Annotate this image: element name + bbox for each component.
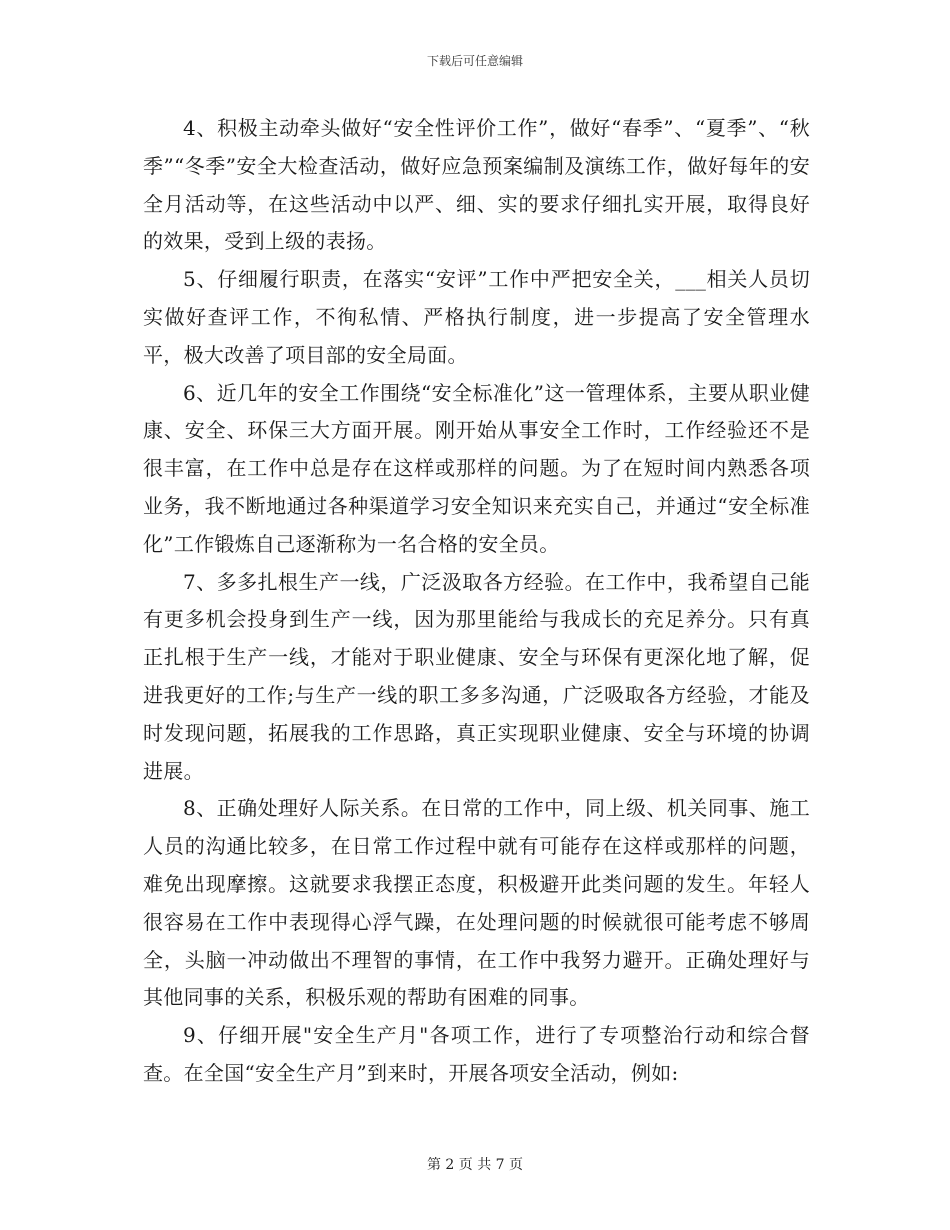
document-body: [143, 110, 810, 1093]
paragraph-4: 4、积极主动牵头做好“安全性评价工作”，做好“春季”、“夏季”、“秋季”“冬季”安全大检查活动，做好应急预案编制及演练工作，做好每年的安全月活动等，在这些活动中以严、细、实的要求仔细扎实开展，取得良好的效果，受到上级的表扬。: [143, 116, 810, 254]
paragraph-9: 9、仔细开展"安全生产月"各项工作，进行了专项整治行动和综合督查。在全国“安全生产月”到来时，开展各项安全活动，例如:: [143, 1023, 810, 1085]
page-header: 下载后可任意编辑: [426, 54, 523, 68]
paragraph-7: 7、多多扎根生产一线，广泛汲取各方经验。在工作中，我希望自己能有更多机会投身到生产一线，因为那里能给与我成长的充足养分。只有真正扎根于生产一线，才能对于职业健康、安全与环保有更深化地了解，促进我更好的工作;与生产一线的职工多多沟通，广泛吸取各方经验，才能及时发现问题，拓展我的工作思路，真正实现职业健康、安全与环境的协调进展。: [143, 569, 810, 783]
page-number-footer: 第 2 页 共 7 页: [426, 1157, 524, 1173]
paragraph-8: 8、正确处理好人际关系。在日常的工作中，同上级、机关同事、施工人员的沟通比较多，在日常工作过程中就有可能存在这样或那样的问题，难免出现摩擦。这就要求我摆正态度，积极避开此类问题的发生。年轻人很容易在工作中表现得心浮气躁，在处理问题的时候就很可能考虑不够周全，头脑一冲动做出不理智的事情，在工作中我努力避开。正确处理好与其他同事的关系，积极乐观的帮助有困难的同事。: [143, 796, 810, 1010]
paragraph-6: 6、近几年的安全工作围绕“安全标准化”这一管理体系，主要从职业健康、安全、环保三大方面开展。刚开始从事安全工作时，工作经验还不是很丰富，在工作中总是存在这样或那样的问题。为了在短时间内熟悉各项业务，我不断地通过各种渠道学习安全知识来充实自己，并通过“安全标准化”工作锻炼自己逐渐称为一名合格的安全员。: [143, 380, 810, 556]
paragraph-5: 5、仔细履行职责，在落实“安评”工作中严把安全关，___相关人员切实做好查评工作，不徇私情、严格执行制度，进一步提高了安全管理水平，极大改善了项目部的安全局面。: [143, 267, 810, 367]
